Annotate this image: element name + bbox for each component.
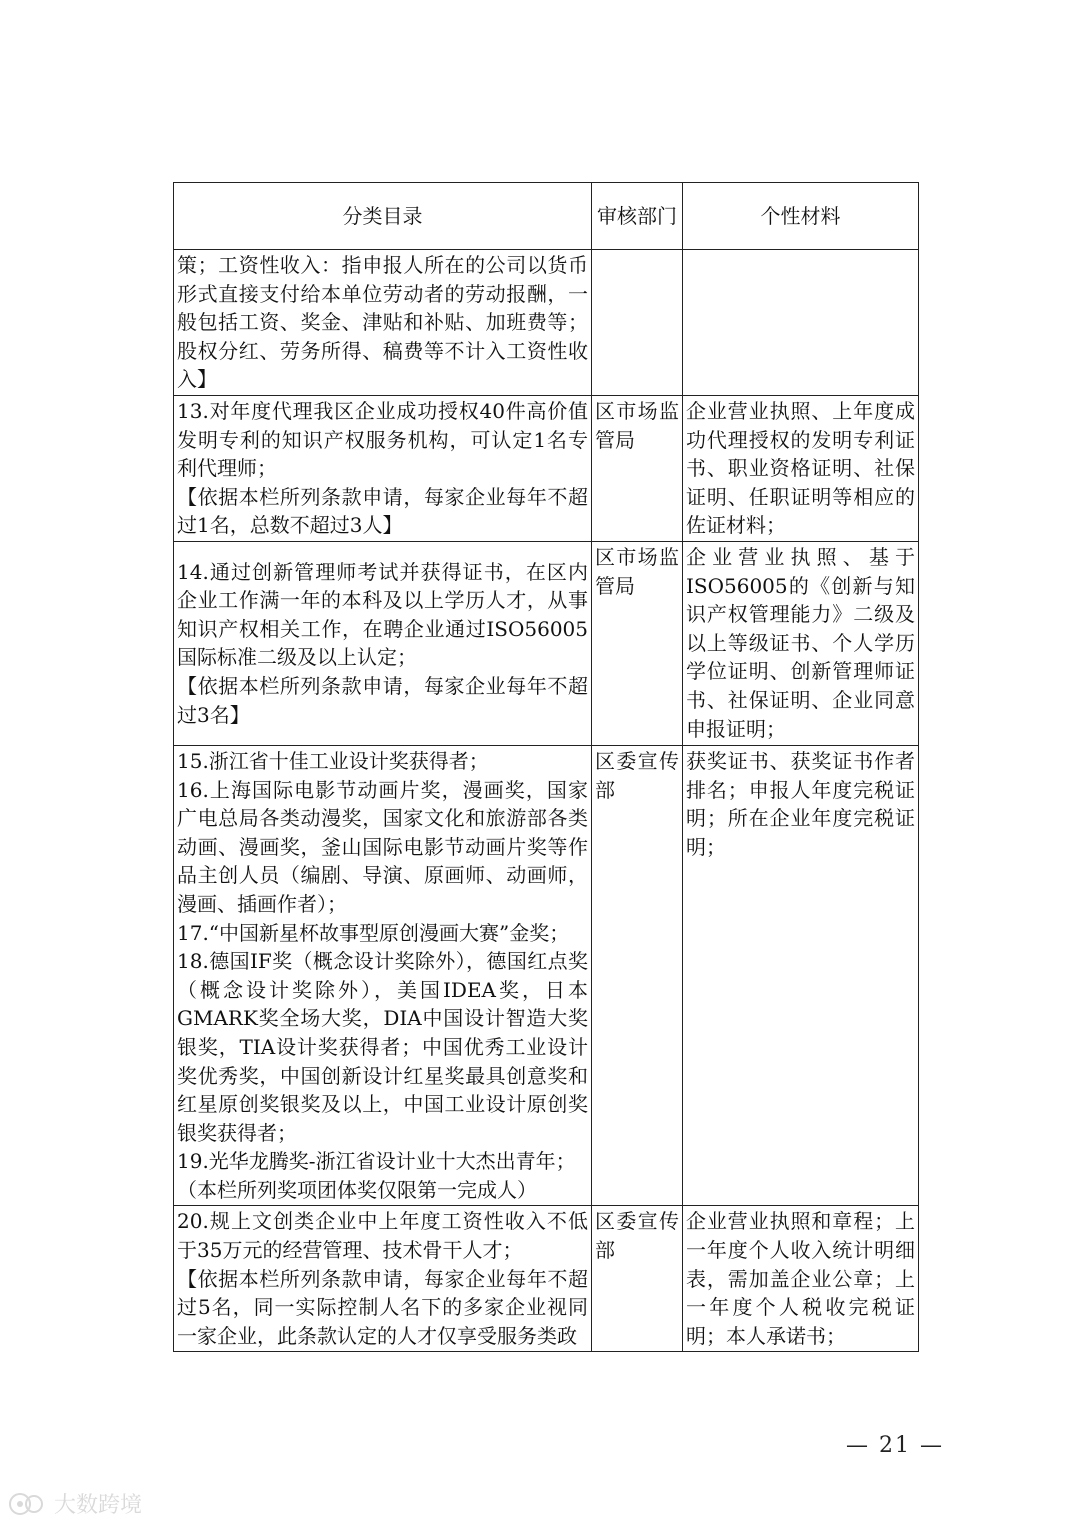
category-note: 【依据本栏所列条款申请，每家企业每年不超过3名】 xyxy=(177,674,588,727)
policy-table xyxy=(173,182,919,1352)
table-row xyxy=(174,745,919,1206)
row-department: 区市场监管局 xyxy=(592,541,683,745)
row-department: 区委宣传部 xyxy=(592,745,683,1206)
row-materials: 企业营业执照、上年度成功代理授权的发明专利证书、职业资格证明、社保证明、任职证明等相应的佐证材料； xyxy=(683,395,919,541)
row-department: 区市场监管局 xyxy=(592,395,683,541)
row-materials: 企业营业执照和章程；上一年度个人收入统计明细表，需加盖企业公章；上一年度个人税收完税证明；本人承诺书； xyxy=(683,1206,919,1352)
table-row xyxy=(174,1206,919,1352)
table-row xyxy=(174,541,919,745)
category-text: 14.通过创新管理师考试并获得证书，在区内企业工作满一年的本科及以上学历人才，从事知识产权相关工作，在聘企业通过ISO56005国际标准二级及以上认定； xyxy=(177,559,588,670)
header-category: 分类目录 xyxy=(174,183,592,250)
category-item: 15.浙江省十佳工业设计奖获得者； xyxy=(177,748,489,773)
row-category xyxy=(174,1206,592,1352)
category-item: 17.“中国新星杯故事型原创漫画大赛”金奖； xyxy=(177,920,570,945)
row-materials xyxy=(683,250,919,396)
category-item: 16.上海国际电影节动画片奖，漫画奖，国家广电总局各类动漫奖，国家文化和旅游部各类动画、漫画奖，釜山国际电影节动画片奖等作品主创人员（编剧、导演、原画师、动画师，漫画、插画作者）； xyxy=(177,777,588,916)
category-item: 18.德国IF奖（概念设计奖除外），德国红点奖（概念设计奖除外），美国IDEA奖，日本GMARK奖全场大奖，DIA中国设计智造大奖银奖，TIA设计奖获得者；中国优秀工业设计奖优秀奖，中国创新设计红星奖最具创意奖和红星原创奖银奖及以上，中国工业设计原创奖银奖获得者； xyxy=(177,949,588,1145)
category-text: 20.规上文创类企业中上年度工资性收入不低于35万元的经营管理、技术骨干人才； xyxy=(177,1209,588,1263)
page-number: — 21 — xyxy=(846,1433,944,1458)
header-materials: 个性材料 xyxy=(683,183,919,250)
row-department: 区委宣传部 xyxy=(592,1206,683,1352)
category-note: 【依据本栏所列条款申请，每家企业每年不超过5名，同一实际控制人名下的多家企业视同一家企业，此条款认定的人才仅享受服务类政 xyxy=(177,1266,588,1348)
watermark xyxy=(8,1488,142,1519)
row-category xyxy=(174,541,592,745)
row-materials: 获奖证书、获奖证书作者排名；申报人年度完税证明；所在企业年度完税证明； xyxy=(683,745,919,1206)
category-item: 19.光华龙腾奖-浙江省设计业十大杰出青年； xyxy=(177,1149,576,1174)
category-note: （本栏所列奖项团体奖仅限第一完成人） xyxy=(177,1177,537,1202)
header-department: 审核部门 xyxy=(592,183,683,250)
row-materials: 企业营业执照、基于ISO56005的《创新与知识产权管理能力》二级及以上等级证书、个人学历学位证明、创新管理师证书、社保证明、企业同意申报证明； xyxy=(683,541,919,745)
row-category xyxy=(174,395,592,541)
category-text: 策；工资性收入：指申报人所在的公司以货币形式直接支付给本单位劳动者的劳动报酬，一般包括工资、奖金、津贴和补贴、加班费等；股权分红、劳务所得、稿费等不计入工资性收入】 xyxy=(177,253,588,392)
row-department xyxy=(592,250,683,396)
table-row xyxy=(174,250,919,396)
category-text: 13.对年度代理我区企业成功授权40件高价值发明专利的知识产权服务机构，可认定1名专利代理师； xyxy=(177,398,588,481)
row-category xyxy=(174,250,592,396)
row-category xyxy=(174,745,592,1206)
table-header-row xyxy=(174,183,919,250)
category-note: 【依据本栏所列条款申请，每家企业每年不超过1名，总数不超过3人】 xyxy=(177,484,588,538)
table-row xyxy=(174,395,919,541)
watermark-text: 大数跨境 xyxy=(54,1493,143,1518)
watermark-logo-icon xyxy=(8,1491,48,1517)
